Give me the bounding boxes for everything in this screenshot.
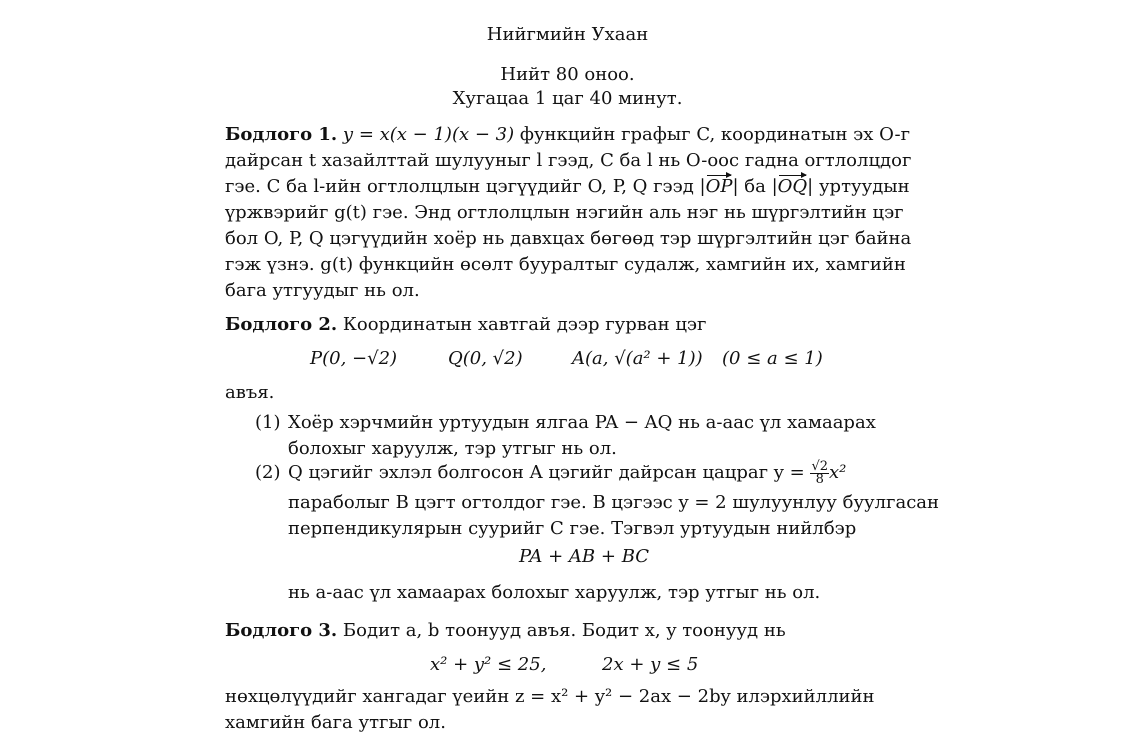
time-limit: Хугацаа 1 цаг 40 минут. bbox=[452, 88, 683, 109]
item-2-end: нь a-аас үл хамаарах болохыг харуулж, тэр утгыг нь ол. bbox=[288, 582, 821, 603]
problem-1-line-6: гэж үзнэ. g(t) функцийн өсөлт бууралтыг судалж, хамгийн их, хамгийн bbox=[225, 254, 906, 275]
problem-1-label: Бодлого 1. bbox=[225, 124, 338, 145]
exam-title: Нийгмийн Ухаан bbox=[486, 24, 649, 45]
word-ba: ба bbox=[744, 176, 766, 197]
points-row bbox=[300, 346, 860, 372]
item-1-number: (1) bbox=[255, 412, 281, 433]
fraction-sqrt2-over-8: $\frac{√2}{8}$ bbox=[811, 458, 829, 487]
problem-3-intro: Бодит a, b тоонууд авъя. Бодит x, y тоонууд нь bbox=[342, 620, 786, 641]
problem-3-label: Бодлого 3. bbox=[225, 620, 338, 641]
constraint-1: x² + y² ≤ 25, bbox=[430, 654, 547, 675]
problem-1-line-3: гэе. C ба l-ийн огтлолцлын цэгүүдийг O, P, Q гээд bbox=[225, 176, 694, 197]
problem-3-line-1: нөхцөлүүдийг хангадаг үеийн z = x² + y² − 2ax − 2by илэрхийллийн bbox=[225, 686, 875, 707]
vector-op: OP bbox=[706, 174, 733, 200]
item-1-line-2: болохыг харуулж, тэр утгыг нь ол. bbox=[288, 438, 617, 459]
point-a: A(a, √(a² + 1)) bbox=[572, 348, 703, 369]
constraint-2: 2x + y ≤ 5 bbox=[602, 654, 699, 675]
problem-3-line-2: хамгийн бага утгыг ол. bbox=[225, 712, 446, 733]
problem-1-line-1: функцийн графыг C, координатын эх O-г bbox=[519, 124, 911, 145]
sum-formula: PA + AB + BC bbox=[518, 546, 650, 567]
problem-1-line-4: үржвэрийг g(t) гэе. Энд огтлолцлын нэгийн аль нэг нь шүргэлтийн цэг bbox=[225, 202, 904, 223]
problem-2-intro: Координатын хавтгай дээр гурван цэг bbox=[342, 314, 707, 335]
problem-3-body bbox=[225, 684, 913, 736]
vector-oq: OQ bbox=[778, 174, 808, 200]
problem-1-line-7: бага утгуудыг нь ол. bbox=[225, 280, 420, 301]
item-2-number: (2) bbox=[255, 462, 281, 483]
problem-2-given: авъя. bbox=[225, 382, 275, 403]
item-1-line-1: Хоёр хэрчмийн уртуудын ялгаа PA − AQ нь a-аас үл хамаарах bbox=[288, 412, 876, 433]
point-p: P(0, −√2) bbox=[310, 348, 398, 369]
problem-2 bbox=[225, 312, 913, 338]
point-q: Q(0, √2) bbox=[448, 348, 523, 369]
total-points: Нийт 80 оноо. bbox=[500, 64, 635, 85]
problem-1-line-5: бол O, P, Q цэгүүдийн хоёр нь давхцах бөгөөд тэр шүргэлтийн цэг байна bbox=[225, 228, 912, 249]
x-squared: x² bbox=[829, 462, 847, 483]
word-lengths: уртуудын bbox=[818, 176, 910, 197]
item-2-line-1: Q цэгийг эхлэл болгосон A цэгийг дайрсан цацраг y = bbox=[288, 462, 805, 483]
constraints-row bbox=[430, 652, 730, 678]
problem-1-formula: y = x(x − 1)(x − 3) bbox=[342, 124, 515, 145]
item-2-line-3: перпендикулярын суурийг C гэе. Тэгвэл уртуудын нийлбэр bbox=[288, 518, 857, 539]
problem-2-label: Бодлого 2. bbox=[225, 314, 338, 335]
a-range: (0 ≤ a ≤ 1) bbox=[722, 348, 823, 369]
problem-1-line-2: дайрсан t хазайлттай шулууныг l гээд, C ба l нь O-оос гадна огтлолцдог bbox=[225, 150, 912, 171]
problem-1: Бодлого 1. y = x(x − 1)(x − 3) функцийн графыг C, координатын эх O-г дайрсан t хазайлттай шулууныг l гээд, C ба l нь O-оос гадна огтлолцдог гэе. C ба l-ийн огтлолцлын цэгүүдийг O, P, Q гээд |OP| ба |OQ| уртуудын үржвэрийг g(t) гэе. Энд огтлолцлын нэгийн аль нэг нь шүргэлтийн цэг бол O, P, Q цэгүүдийн хоёр нь давхцах бөгөөд тэр шүргэлтийн цэг байна гэж үзнэ. g(t) функцийн өсөлт бууралтыг судалж, хамгийн их, хамгийн бага утгуудыг нь ол. bbox=[225, 122, 913, 304]
item-2-line-2: параболыг B цэгт огтолдог гэе. B цэгээс y = 2 шулуунлуу буулгасан bbox=[288, 492, 940, 513]
problem-3 bbox=[225, 618, 913, 644]
